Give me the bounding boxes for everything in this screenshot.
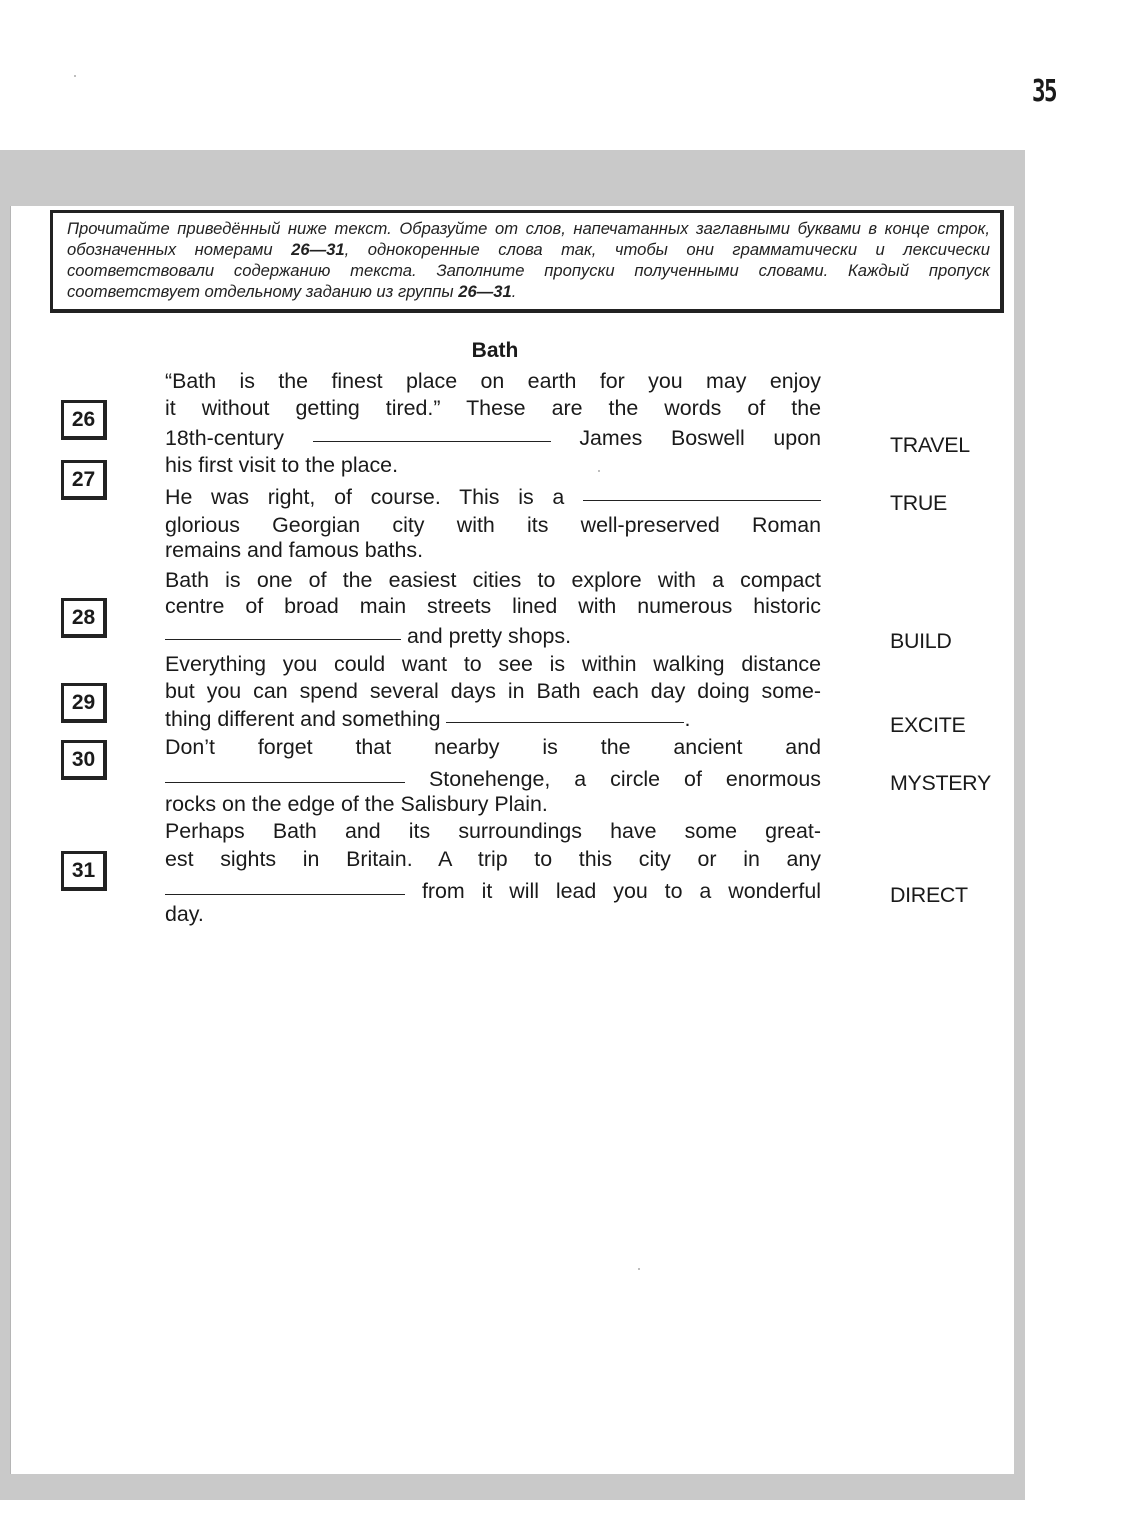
text-fragment: thing different and something xyxy=(165,707,441,731)
keyword-30: MYSTERY xyxy=(890,771,991,795)
text-line: centre of broad main streets lined with numerous historic xyxy=(165,594,821,618)
keyword-28: BUILD xyxy=(890,629,952,653)
text-fragment: and pretty shops. xyxy=(406,624,572,648)
answer-blank-28[interactable] xyxy=(165,638,401,640)
text-fragment: He was right, of course. This is a xyxy=(165,485,565,509)
text-line: his first visit to the place. xyxy=(165,453,399,477)
text-line: but you can spend several days in Bath each day doing some- xyxy=(165,679,821,703)
text-title: Bath xyxy=(471,339,519,362)
task-number-27: 27 xyxy=(61,460,107,500)
instruction-box xyxy=(50,210,1004,313)
text-line: Bath is one of the easiest cities to explore with a compact xyxy=(165,568,821,592)
task-number-31: 31 xyxy=(61,851,107,891)
text-fragment: James Boswell upon xyxy=(579,426,821,450)
keyword-31: DIRECT xyxy=(890,883,968,907)
keyword-26: TRAVEL xyxy=(890,433,970,457)
task-number-30: 30 xyxy=(61,740,107,780)
keyword-29: EXCITE xyxy=(890,713,966,737)
instruction-text-3: . xyxy=(511,282,517,301)
instruction-range-2: 26—31 xyxy=(458,282,512,301)
text-line xyxy=(165,623,821,649)
text-line xyxy=(165,766,821,792)
instruction-range-1: 26—31 xyxy=(291,240,345,259)
answer-blank-31[interactable] xyxy=(165,893,405,895)
text-line xyxy=(165,706,821,732)
task-number-29: 29 xyxy=(61,683,107,723)
text-line: remains and famous baths. xyxy=(165,538,424,562)
instruction-text-1: Прочитайте приведённый ниже текст. Образуйте от слов, напечатанных заглавными буквами в конце строк, обозначенных номерами xyxy=(67,219,990,259)
page-number: 35 xyxy=(1032,74,1057,109)
answer-blank-29[interactable] xyxy=(446,721,684,723)
scan-speck xyxy=(74,75,76,77)
text-line xyxy=(165,484,821,510)
scan-speck xyxy=(638,1268,640,1270)
text-line xyxy=(165,425,821,451)
text-line: day. xyxy=(165,902,204,926)
scan-speck xyxy=(598,470,600,472)
text-line: it without getting tired.” These are the words of the xyxy=(165,396,821,420)
text-line: rocks on the edge of the Salisbury Plain. xyxy=(165,792,548,816)
text-line: Don’t forget that nearby is the ancient and xyxy=(165,735,821,759)
text-line: glorious Georgian city with its well-preserved Roman xyxy=(165,513,821,537)
text-line: est sights in Britain. A trip to this city or in any xyxy=(165,847,821,871)
instruction-text-2: , однокоренные слова так, чтобы они грамматически и лексически соответствовали содержанию текста. Заполните пропуски полученными словами. Каждый пропуск соответствует отдельному заданию из группы xyxy=(67,240,990,301)
task-number-26: 26 xyxy=(61,400,107,440)
text-line: “Bath is the finest place on earth for you may enjoy xyxy=(165,369,821,393)
answer-blank-27[interactable] xyxy=(583,499,821,501)
text-line: Everything you could want to see is within walking distance xyxy=(165,652,821,676)
text-line: Perhaps Bath and its surroundings have some great- xyxy=(165,819,821,843)
text-fragment: from it will lead you to a wonderful xyxy=(421,879,821,903)
answer-blank-30[interactable] xyxy=(165,781,405,783)
text-fragment: . xyxy=(684,707,691,731)
answer-blank-26[interactable] xyxy=(313,440,551,442)
keyword-27: TRUE xyxy=(890,491,948,515)
task-number-28: 28 xyxy=(61,598,107,638)
text-fragment: 18th-century xyxy=(165,426,284,450)
text-fragment: Stonehenge, a circle of enormous xyxy=(428,767,821,791)
